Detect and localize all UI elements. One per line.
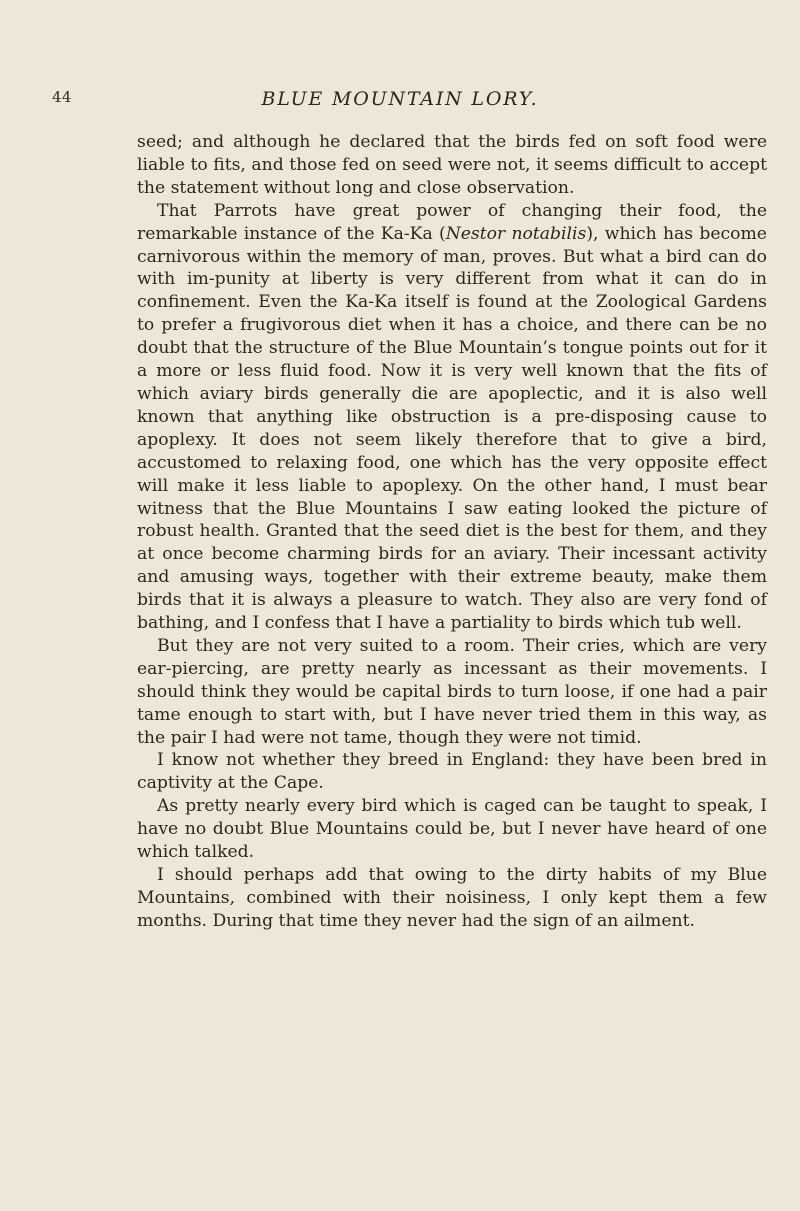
paragraph-2-part-1: That Parrots have great power of changing their food, the remarkable instance of the Ka-Ka (: [137, 200, 767, 244]
paragraph-2-part-2: ), which has become carnivorous within the memory of man, proves. But what a bird can do with im-punity at liberty is very different from what it can do in confinement. Even the Ka-Ka itself is found at the Zoological Gardens to prefer a frugivorous diet when it has a choice, and there can be no doubt that the structure of the Blue Mountain’s tongue points out for it a more or less fluid food. Now it is very well known that the fits of which aviary birds generally die are apoplectic, and it is also well known that anything like obstruction is a pre-disposing cause to apoplexy. It does not seem likely therefore that to give a bird, accustomed to relaxing food, one which has the very opposite effect will make it less liable to apoplexy. On the other hand, I must bear witness that the Blue Mountains I saw eating looked the picture of robust health. Granted that the seed diet is the best for them, and they at once become charming birds for an aviary. Their incessant activity and amusing ways, together with their extreme beauty, make them birds that it is always a pleasure to watch. They also are very fond of bathing, and I confess that I have a partiality to birds which tub well.: [137, 223, 767, 634]
paragraph-1: seed; and although he declared that the birds fed on soft food were liable to fits, and those fed on seed were not, it seems difficult to accept the statement without long and close observation.: [137, 132, 767, 198]
page-number: 44: [52, 88, 72, 106]
page-header: [0, 88, 800, 114]
species-name-italic: Nestor notabilis: [445, 223, 587, 244]
running-head: BLUE MOUNTAIN LORY.: [261, 88, 539, 110]
paragraph-5: As pretty nearly every bird which is caged can be taught to speak, I have no doubt Blue Mountains could be, but I never have heard of one which talked.: [137, 796, 767, 863]
body-text: [137, 131, 767, 933]
paragraph-2: [137, 200, 767, 635]
paragraph-4: I know not whether they breed in England: they have been bred in captivity at the Cape.: [137, 750, 767, 794]
paragraph-6: I should perhaps add that owing to the dirty habits of my Blue Mountains, combined with their noisiness, I only kept them a few months. During that time they never had the sign of an ailment.: [137, 865, 767, 931]
paragraph-3: But they are not very suited to a room. Their cries, which are very ear-piercing, are pretty nearly as incessant as their movements. I should think they would be capital birds to turn loose, if one had a pair tame enough to start with, but I have never tried them in this way, as the pair I had were not tame, though they were not timid.: [137, 635, 767, 748]
